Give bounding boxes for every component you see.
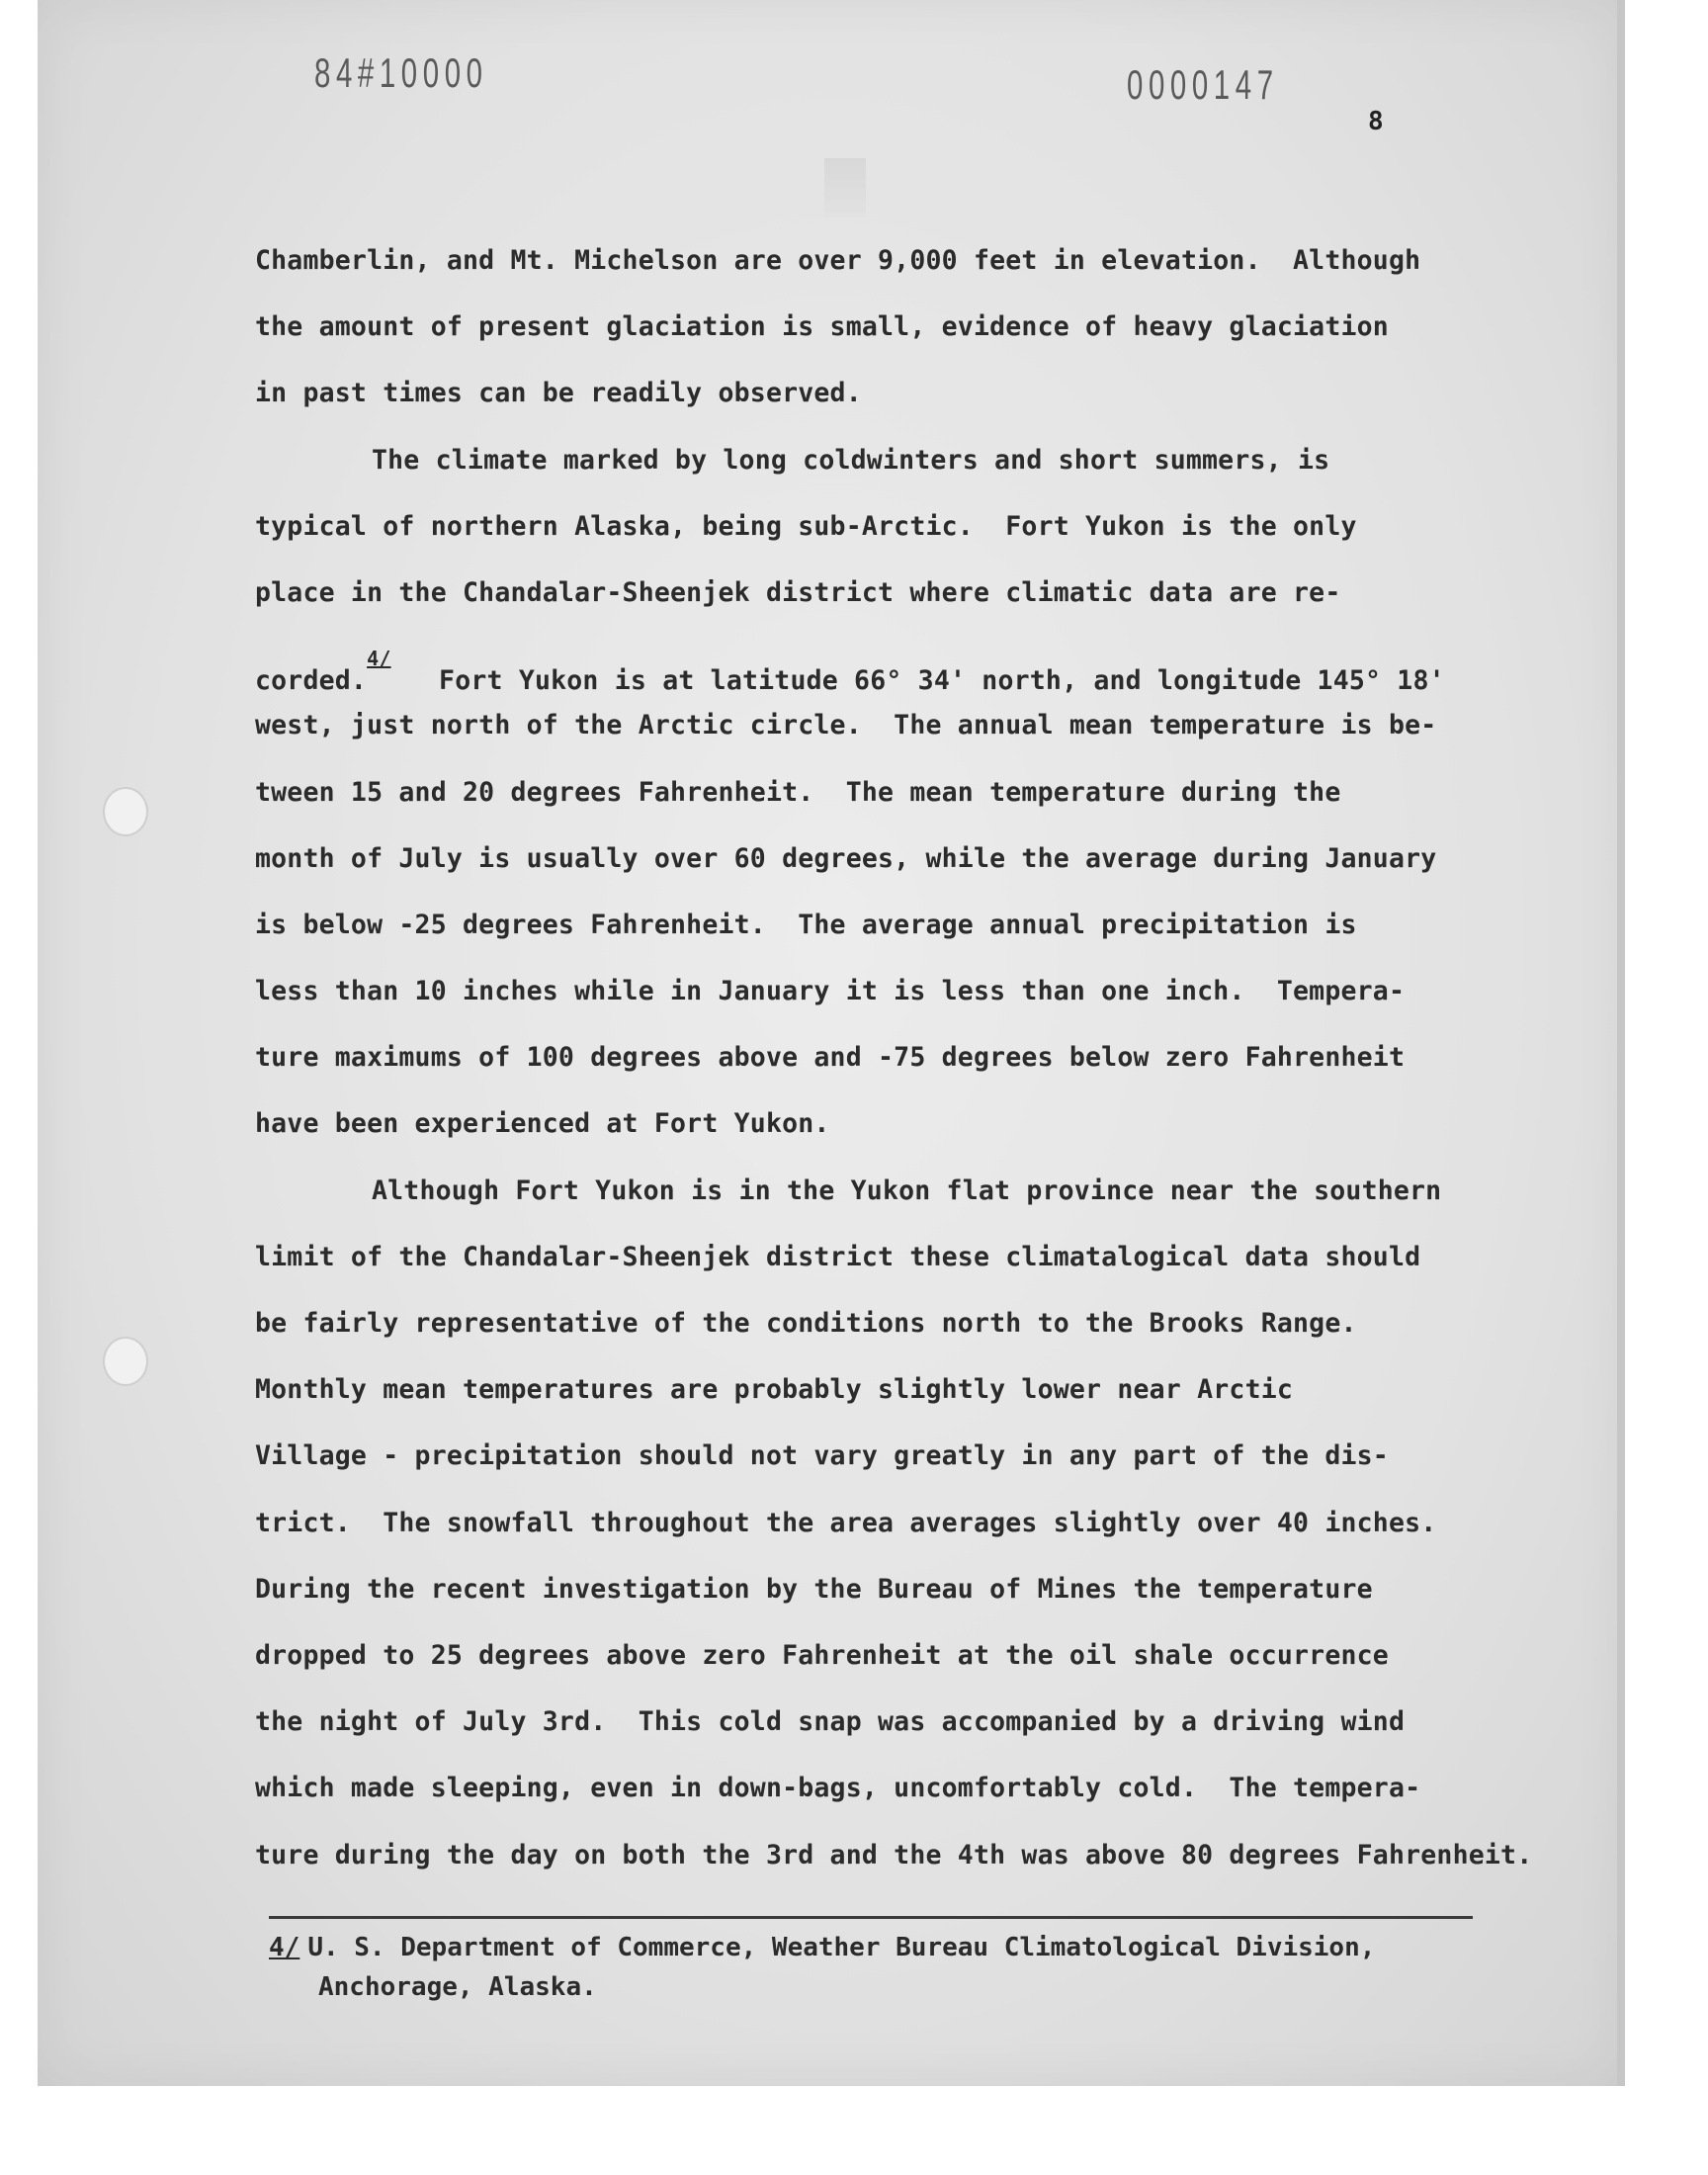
text-line: Monthly mean temperatures are probably slightly lower near Arctic [255,1374,1294,1406]
text-line: Chamberlin, and Mt. Michelson are over 9,000 feet in elevation. Although [255,245,1421,276]
text-line: Although Fort Yukon is in the Yukon flat province near the southern [372,1174,1442,1206]
text-line: is below -25 degrees Fahrenheit. The average annual precipitation is [255,909,1357,940]
text-line: the amount of present glaciation is small, evidence of heavy glaciation [255,311,1389,343]
text-line: have been experienced at Fort Yukon. [255,1108,830,1140]
punch-hole [103,787,148,836]
text-line: typical of northern Alaska, being sub-Arctic. Fort Yukon is the only [255,510,1357,542]
footnote-text: Anchorage, Alaska. [318,1972,597,2002]
punch-hole [103,1337,148,1386]
text-line: month of July is usually over 60 degrees, while the average during January [255,842,1437,874]
text-line: which made sleeping, even in down-bags, uncomfortably cold. The tempera- [255,1773,1421,1804]
text-line: tween 15 and 20 degrees Fahrenheit. The mean temperature during the [255,776,1341,808]
text-segment: Fort Yukon is at latitude 66° 34' north, and longitude 145° 18' [439,665,1445,697]
text-line: less than 10 inches while in January it is less than one inch. Tempera- [255,976,1406,1007]
text-line: ture maximums of 100 degrees above and -75 degrees below zero Fahrenheit [255,1042,1406,1074]
text-line: The climate marked by long coldwinters and short summers, is [372,444,1330,476]
text-line: limit of the Chandalar-Sheenjek district these climatalogical data should [255,1241,1421,1272]
text-line: in past times can be readily observed. [255,378,862,409]
text-line: the night of July 3rd. This cold snap was accompanied by a driving wind [255,1706,1406,1738]
text-line: be fairly representative of the conditions north to the Brooks Range. [255,1308,1357,1339]
footnote [269,1928,1554,2007]
footnote-text: U. S. Department of Commerce, Weather Bureau Climatological Division, [307,1933,1376,1962]
text-segment: corded. [255,665,368,697]
stamp-left: 84#10000 [314,49,488,96]
text-line: place in the Chandalar-Sheenjek district where climatic data are re- [255,576,1341,608]
text-line [255,626,1599,697]
text-line: west, just north of the Arctic circle. The annual mean temperature is be- [255,710,1437,741]
text-line: Village - precipitation should not vary greatly in any part of the dis- [255,1440,1389,1472]
text-line: trict. The snowfall throughout the area averages slightly over 40 inches. [255,1507,1437,1538]
page-number: 8 [1368,107,1384,136]
footnote-divider [269,1916,1473,1919]
text-line: dropped to 25 degrees above zero Fahrenheit at the oil shale occurrence [255,1639,1389,1671]
footnote-mark: 4/ [269,1933,300,1962]
stamp-right: 0000147 [1127,61,1279,108]
footnote-reference: 4/ [367,647,391,671]
smudge-mark [824,158,866,218]
text-line: ture during the day on both the 3rd and the 4th was above 80 degrees Fahrenheit. [255,1839,1533,1870]
sheet-edge [1617,0,1625,2086]
body-text [255,227,1599,1888]
text-line: During the recent investigation by the Bureau of Mines the temperature [255,1573,1373,1605]
